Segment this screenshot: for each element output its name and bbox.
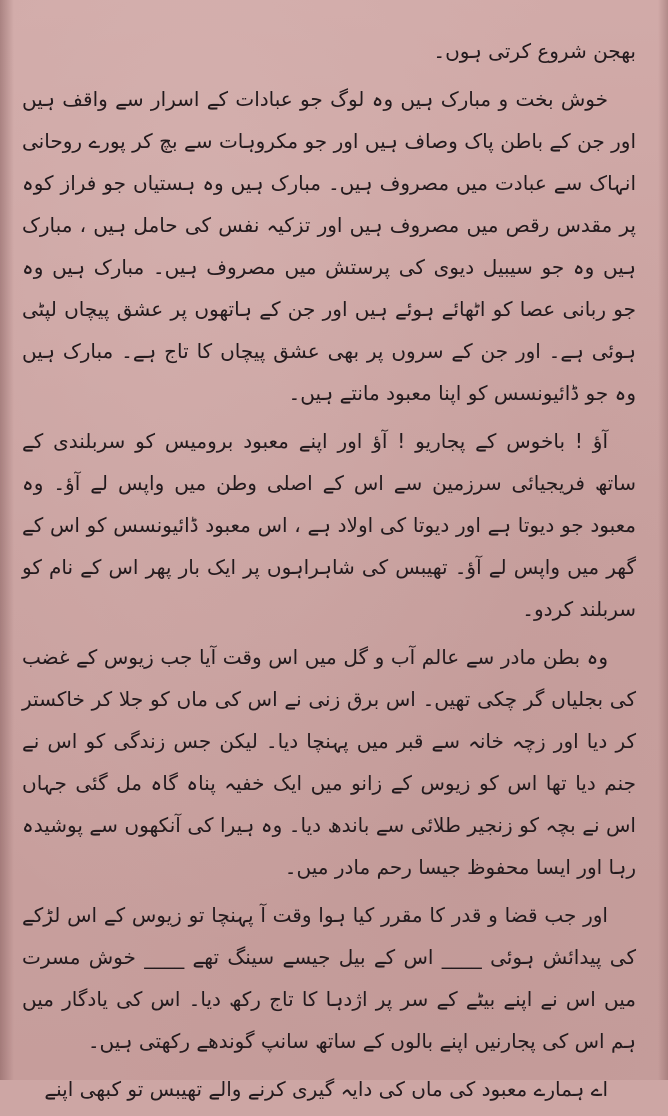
paragraph-2: خوش بخت و مبارک ہیں وہ لوگ جو عبادات کے اسرار سے واقف ہیں اور جن کے باطن پاک وصاف ہیں اور جو مکروہات سے بچ کر پورے روحانی انہاک سے عبادت میں مصروف ہیں۔ مبارک ہیں وہ ہستیاں جو فراز کوہ پر مقدس رقص میں مصروف ہیں اور تزکیہ نفس کی حامل ہیں ، مبارک ہیں وہ جو سیبیل دیوی کی پرستش میں مصروف ہیں۔ مبارک ہیں وہ جو ربانی عصا کو اٹھائے ہوئے ہیں اور جن کے ہاتھوں پر عشق پیچاں لپٹی ہوئی ہے۔ اور جن کے سروں پر بھی عشق پیچاں کا تاج ہے۔ مبارک ہیں وہ جو ڈائیونسس کو اپنا معبود مانتے ہیں۔	[22, 87, 636, 405]
paragraph-6: اے ہمارے معبود کی ماں کی دایہ گیری کرنے والے تھیبس تو کبھی اپنے	[44, 1077, 608, 1101]
paragraph-5: اور جب قضا و قدر کا مقرر کیا ہوا وقت آ پہنچا تو زیوس کے اس لڑکے کی پیدائش ہوئی ____ اس کے بیل جیسے سینگ تھے ____ خوش مسرت میں اس نے اپنے بیٹے کے سر پر اژدہا کا تاج رکھ دیا۔ اس کی یادگار میں ہم اس کی پجارنیں اپنے بالوں کے ساتھ سانپ گوندھے رکھتی ہیں۔	[22, 903, 636, 1053]
paragraph-3: آؤ ! باخوس کے پجاریو ! آؤ اور اپنے معبود برومیس کو سربلندی کے ساتھ فریجیائی سرزمین سے اس کے اصلی وطن میں واپس لے آؤ۔ وہ معبود جو دیوتا ہے اور دیوتا کی اولاد ہے ، اس معبود ڈائیونسس کو اس کے گھر میں واپس لے آؤ۔ تھیبس کی شاہراہوں پر ایک بار پھر اس کے نام کو سربلند کردو۔	[22, 429, 636, 621]
paragraph-4: وہ بطن مادر سے عالم آب و گل میں اس وقت آیا جب زیوس کے غضب کی بجلیاں گر چکی تھیں۔ اس برق زنی نے اس کی ماں کو جلا کر خاکستر کر دیا اور زچہ خانہ سے قبر میں پہنچا دیا۔ لیکن جس زندگی کو اس نے جنم دیا تھا اس کو زیوس کے زانو میں ایک خفیہ پناہ گاہ مل گئی جہاں اس نے بچہ کو زنجیر طلائی سے باندھ دیا۔ وہ ہیرا کی آنکھوں سے پوشیدہ رہا اور ایسا محفوظ جیسا رحم مادر میں۔	[22, 645, 636, 879]
page-right-shadow	[658, 0, 668, 1080]
urdu-text-body	[22, 30, 636, 1116]
page-left-shadow	[0, 0, 14, 1080]
paragraph-1: بھجن شروع کرتی ہوں۔	[433, 39, 636, 63]
